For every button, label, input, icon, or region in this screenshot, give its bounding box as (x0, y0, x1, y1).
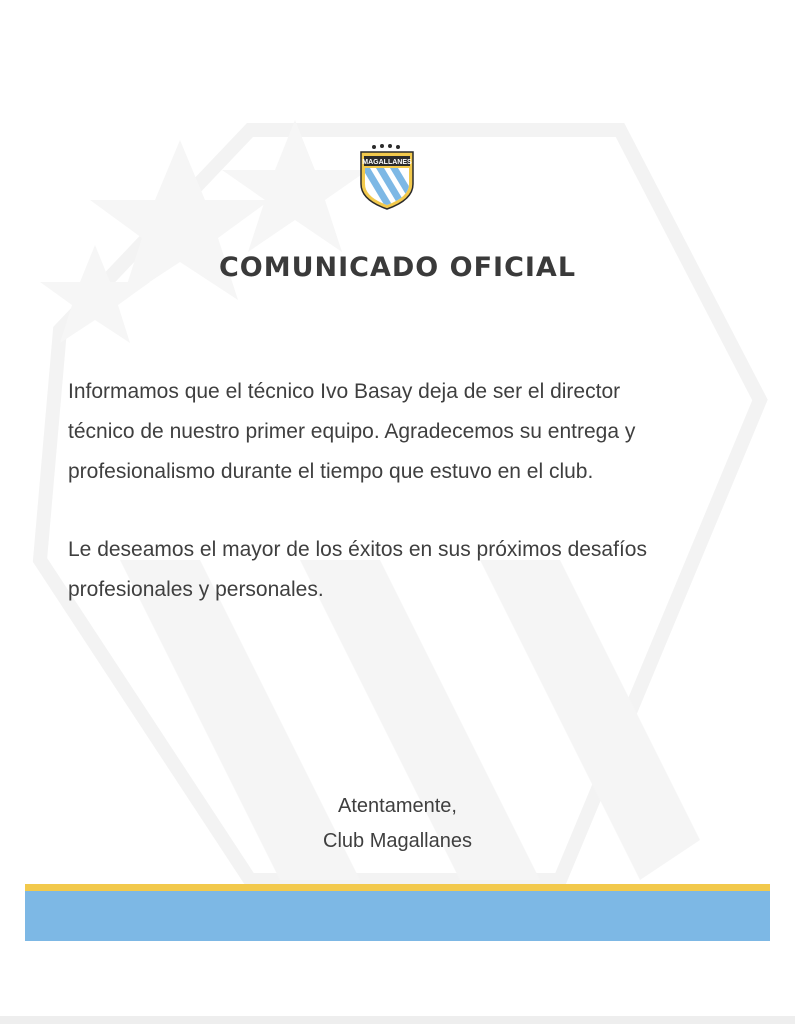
page-title: COMUNICADO OFICIAL (218, 252, 577, 283)
wishes-paragraph (68, 530, 738, 610)
paragraph-line: Le deseamos el mayor de los éxitos en sus próximos desafíos (68, 538, 647, 561)
paragraph-line: profesionales y personales. (68, 578, 324, 601)
paragraph-line: profesionalismo durante el tiempo que estuvo en el club. (68, 460, 594, 483)
blue-footer-band (25, 891, 770, 941)
closing-signature: Club Magallanes (323, 830, 472, 852)
svg-text:MAGALLANES: MAGALLANES (362, 159, 412, 166)
closing-salutation: Atentamente, (338, 795, 457, 817)
yellow-footer-stripe (25, 884, 770, 891)
paragraph-line: Informamos que el técnico Ivo Basay deja de ser el director (68, 380, 621, 403)
paragraph-line: técnico de nuestro primer equipo. Agradecemos su entrega y (68, 420, 636, 443)
club-crest-logo (358, 142, 416, 210)
statement-paragraph (68, 372, 738, 492)
bottom-bar (0, 1016, 795, 1024)
